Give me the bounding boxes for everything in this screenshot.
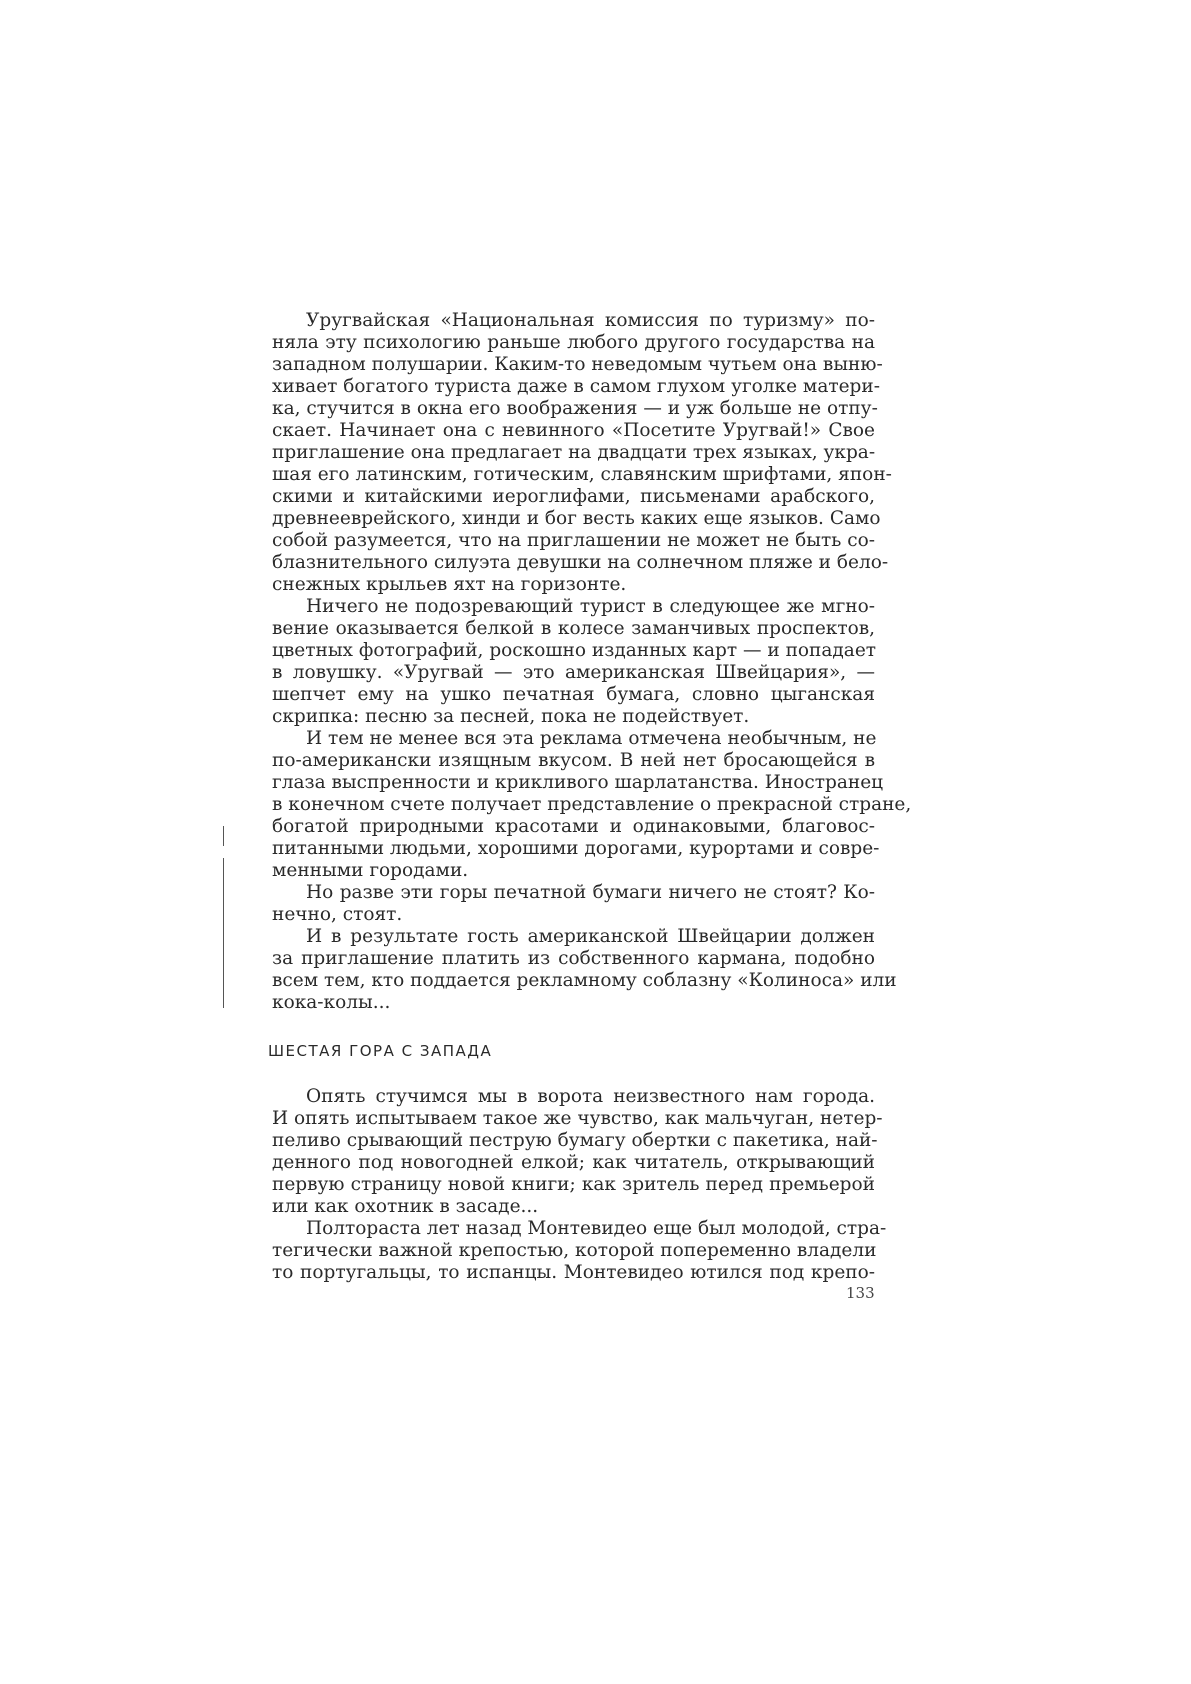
text-line: собой разумеется, что на приглашении не может не быть со- — [272, 530, 875, 551]
text-line: первую страницу новой книги; как зритель перед премьерой — [272, 1174, 875, 1195]
text-line: хивает богатого туриста даже в самом глухом уголке матери- — [272, 376, 880, 397]
text-line: шая его латинским, готическим, славянским шрифтами, япон- — [272, 464, 892, 485]
text-line: западном полушарии. Каким-то неведомым чутьем она выню- — [272, 354, 883, 375]
text-line: вение оказывается белкой в колесе заманчивых проспектов, — [272, 618, 875, 639]
text-line: И в результате гость американской Швейцарии должен — [306, 926, 875, 947]
text-line: шепчет ему на ушко печатная бумага, словно цыганская — [272, 684, 875, 705]
text-line: ка, стучится в окна его воображения — и уж больше не отпу- — [272, 398, 878, 419]
text-line: тегически важной крепостью, которой попеременно владели — [272, 1240, 877, 1261]
page-number: 133 — [846, 1284, 875, 1302]
text-line: менными городами. — [272, 860, 469, 881]
margin-line — [223, 858, 224, 1008]
text-line: блазнительного силуэта девушки на солнечном пляже и бело- — [272, 552, 889, 573]
text-line: Но разве эти горы печатной бумаги ничего не стоят? Ко- — [306, 882, 875, 903]
text-line: в конечном счете получает представление о прекрасной стране, — [272, 794, 912, 815]
text-line: Опять стучимся мы в ворота неизвестного нам города. — [306, 1086, 875, 1107]
text-line: древнееврейского, хинди и бог весть каких еще языков. Само — [272, 508, 881, 529]
text-line: за приглашение платить из собственного кармана, подобно — [272, 948, 875, 969]
text-line: приглашение она предлагает на двадцати трех языках, укра- — [272, 442, 876, 463]
text-line: нечно, стоят. — [272, 904, 403, 925]
text-line: снежных крыльев яхт на горизонте. — [272, 574, 627, 595]
text-line: в ловушку. «Уругвай — это американская Швейцария», — — [272, 662, 875, 683]
text-line: скрипка: песню за песней, пока не подействует. — [272, 706, 750, 727]
text-line: И тем не менее вся эта реклама отмечена необычным, не — [306, 728, 877, 749]
text-line: глаза выспренности и крикливого шарлатанства. Иностранец — [272, 772, 884, 793]
text-line: Уругвайская «Национальная комиссия по туризму» по- — [306, 310, 875, 331]
text-line: кока-колы... — [272, 992, 391, 1013]
text-line: всем тем, кто поддается рекламному соблазну «Колиноса» или — [272, 970, 897, 991]
text-line: И опять испытываем такое же чувство, как мальчуган, нетер- — [272, 1108, 883, 1129]
text-line: денного под новогодней елкой; как читатель, открывающий — [272, 1152, 875, 1173]
margin-line — [223, 826, 224, 846]
text-line: по-американски изящным вкусом. В ней нет бросающейся в — [272, 750, 875, 771]
text-line: пеливо срывающий пеструю бумагу обертки с пакетика, най- — [272, 1130, 878, 1151]
text-line: Ничего не подозревающий турист в следующее же мгно- — [306, 596, 875, 617]
text-line: цветных фотографий, роскошно изданных карт — и попадает — [272, 640, 877, 661]
text-line: скает. Начинает она с невинного «Посетите Уругвай!» Свое — [272, 420, 875, 441]
text-line: то португальцы, то испанцы. Монтевидео ютился под крепо- — [272, 1262, 875, 1283]
text-line: богатой природными красотами и одинаковыми, благовос- — [272, 816, 875, 837]
text-line: Полтораста лет назад Монтевидео еще был молодой, стра- — [306, 1218, 887, 1239]
text-line: или как охотник в засаде... — [272, 1196, 539, 1217]
text-line: питанными людьми, хорошими дорогами, курортами и совре- — [272, 838, 880, 859]
text-line: няла эту психологию раньше любого другого государства на — [272, 332, 875, 353]
text-line: скими и китайскими иероглифами, письменами арабского, — [272, 486, 875, 507]
section-heading: ШЕСТАЯ ГОРА С ЗАПАДА — [268, 1042, 493, 1060]
